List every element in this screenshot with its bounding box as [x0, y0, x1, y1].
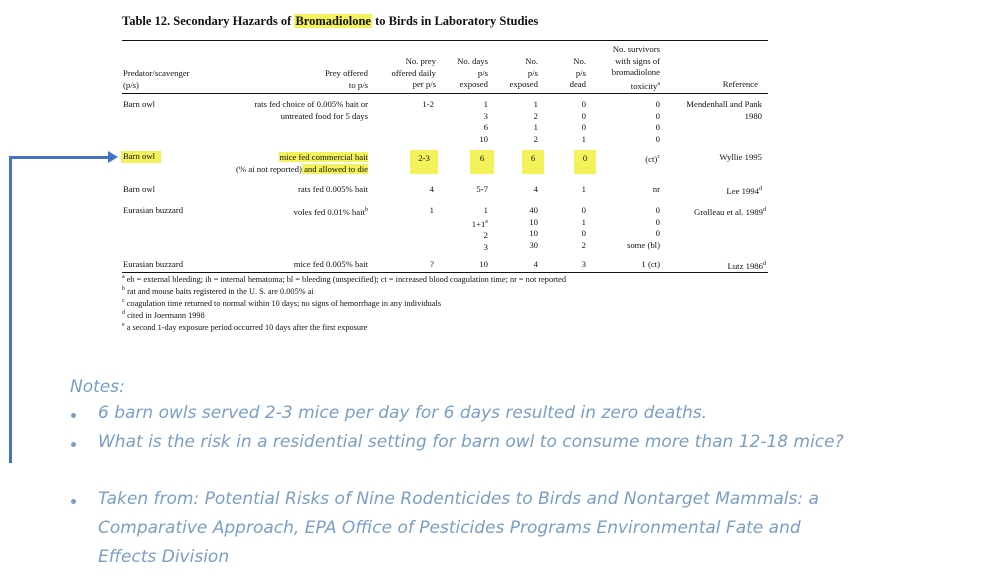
table-title: Table 12. Secondary Hazards of Bromadiolone to Birds in Laboratory Studies	[122, 14, 539, 28]
row2-reference: Wyllie 1995	[719, 152, 762, 162]
header-no-prey: No. prey offered daily per p/s	[391, 56, 436, 90]
highlight-bromadiolone: Bromadiolone	[295, 14, 371, 28]
row5-reference: Lutz 1986$^d$	[727, 260, 766, 271]
footnote-c: $^c$ coagulation time returned to normal within 10 days; no signs of hemorrhage in any individuals	[122, 298, 442, 308]
row3-exposed: 4	[533, 184, 538, 194]
footnote-a: $^a$ eb = external bleeding; ih = internal hematoma; bl = bleeding (unspecified); ct = increased blood coagulation time; nr = not reported	[122, 274, 566, 284]
note-bullet-1: 6 barn owls served 2-3 mice per day for 6 days resulted in zero deaths.	[98, 403, 707, 423]
row2-prey: mice fed commercial bait (% ai not reported) and allowed to die	[236, 152, 368, 174]
row3-dead: 1	[581, 184, 586, 194]
row3-predator: Barn owl	[123, 184, 156, 194]
row2-noprey: 2-3	[410, 150, 438, 174]
row2-exposed: 6	[522, 150, 544, 174]
table-top-rule	[122, 40, 768, 41]
row1-survivors: 0 0 0 0	[655, 99, 660, 144]
header-rule	[122, 93, 768, 94]
row1-reference: Mendenhall and Pank 1980	[686, 99, 762, 121]
row1-exposed: 1 2 1 2	[533, 99, 538, 144]
bullet-icon	[71, 442, 76, 447]
row2-dead: 0	[574, 150, 596, 174]
header-dead: No. p/s dead	[569, 56, 586, 90]
header-survivors: No. survivors with signs of bromadiolone toxicity$^a$	[611, 44, 660, 91]
footnote-d: $^d$ cited in Joermann 1998	[122, 310, 205, 320]
row2-days: 6	[470, 150, 494, 174]
row1-days: 1 3 6 10	[479, 99, 488, 144]
row5-days: 10	[479, 259, 488, 269]
row5-survivors: 1 (ct)	[641, 259, 660, 269]
row4-dead: 0 1 0 2	[581, 205, 586, 250]
row5-prey: mice fed 0.005% bait	[293, 259, 368, 269]
row4-noprey: 1	[429, 205, 434, 215]
row3-days: 5-7	[476, 184, 488, 194]
row5-dead: 3	[581, 259, 586, 269]
row4-exposed: 40 10 10 30	[529, 205, 538, 250]
source-line-3: Effects Division	[98, 547, 230, 567]
row4-days: 1 $1+1^e$ 2 3	[471, 205, 488, 252]
row3-survivors: nr	[652, 184, 660, 194]
header-no-exposed: No. p/s exposed	[509, 56, 538, 90]
row4-predator: Eurasian buzzard	[123, 205, 184, 215]
footnote-e: $^e$ a second 1-day exposure period occurred 10 days after the first exposure	[122, 322, 368, 332]
row2-survivors: (ct)$^c$	[645, 153, 660, 164]
header-days: No. days p/s exposed	[457, 56, 488, 90]
row3-reference: Lee 1994$^d$	[726, 185, 762, 196]
bullet-icon	[71, 413, 76, 418]
header-reference: Reference	[722, 79, 758, 89]
row5-exposed: 4	[533, 259, 538, 269]
row4-prey: voles fed 0.01% bait$^b$	[293, 206, 368, 217]
source-line-2: Comparative Approach, EPA Office of Pesticides Programs Environmental Fate and	[98, 518, 801, 538]
row5-noprey: ?	[430, 259, 434, 269]
note-bullet-2: What is the risk in a residential setting for barn owl to consume more than 12-18 mice?	[98, 432, 844, 452]
row4-survivors: 0 0 0 some (bl)	[626, 205, 660, 250]
source-line-1: Taken from: Potential Risks of Nine Rodenticides to Birds and Nontarget Mammals: a	[98, 489, 819, 509]
row1-noprey: 1-2	[422, 99, 434, 109]
header-prey: Prey offered to p/s	[324, 68, 368, 90]
row4-reference: Grolleau et al. 1989$^d$	[694, 206, 766, 217]
row1-dead: 0 0 0 1	[581, 99, 586, 144]
table-bottom-rule	[122, 272, 768, 273]
bullet-icon	[71, 499, 76, 504]
notes-heading: Notes:	[70, 377, 125, 397]
row1-predator: Barn owl	[123, 99, 156, 109]
row2-predator: Barn owl	[121, 151, 161, 163]
row3-noprey: 4	[429, 184, 434, 194]
footnote-b: $^b$ rat and mouse baits registered in the U. S. are 0.005% ai	[122, 286, 314, 296]
row3-prey: rats fed 0.005% bait	[298, 184, 368, 194]
row1-prey: rats fed choice of 0.005% bait or untreated food for 5 days	[254, 99, 368, 121]
row5-predator: Eurasian buzzard	[123, 259, 184, 269]
header-predator: Predator/scavenger (p/s)	[123, 68, 190, 90]
